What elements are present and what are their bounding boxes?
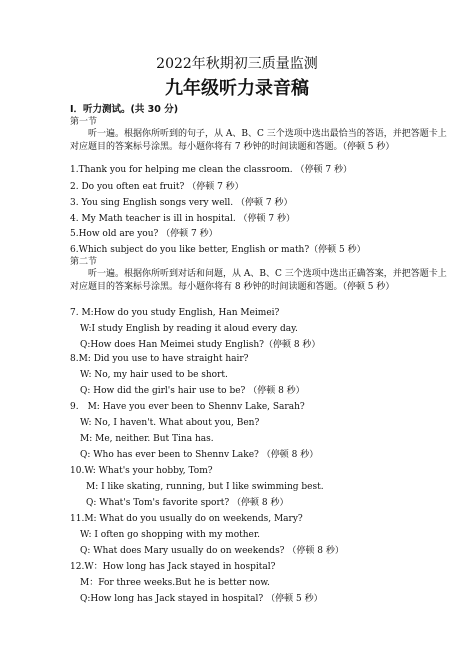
list-item: 6.Which subject do you like better, English or math?（停顿 5 秒） <box>70 245 366 255</box>
dialogue-line: 7. M:How do you study English, Han Meimei? <box>70 308 280 318</box>
dialogue-line: W: I often go shopping with my mother. <box>80 530 261 540</box>
dialogue-line: 12.W：How long has Jack stayed in hospital? <box>70 562 276 572</box>
part-heading: Ⅰ．听力测试。(共 30 分) <box>70 104 179 115</box>
dialogue-line: Q:How long has Jack stayed in hospital? （停顿 5 秒） <box>80 594 323 604</box>
list-item: 5.How old are you? （停顿 7 秒） <box>70 229 218 239</box>
dialogue-line: W: No, I haven't. What about you, Ben? <box>80 418 260 428</box>
list-item: 1.Thank you for helping me clean the classroom. （停顿 7 秒） <box>70 165 352 175</box>
section2-instructions: 听一遍。根据你所听到对话和问题，从 A、B、C 三个选项中选出正确答案，并把答题卡上对应题目的答案标号涂黑。每小题你将有 8 秒钟的时间读题和答题。（停顿 5 秒） <box>70 269 447 292</box>
dialogue-line: 8.M: Did you use to have straight hair? <box>70 354 249 364</box>
dialogue-line: 9. M: Have you ever been to Shennv Lake, Sarah? <box>70 402 305 412</box>
dialogue-line: M: Me, neither. But Tina has. <box>80 434 214 444</box>
dialogue-line: M：For three weeks.But he is better now. <box>80 578 270 588</box>
dialogue-line: W:I study English by reading it aloud every day. <box>80 324 298 334</box>
dialogue-line: 11.M: What do you usually do on weekends, Mary? <box>70 514 303 524</box>
section1-label: 第一节 <box>70 117 98 127</box>
list-item: 4. My Math teacher is ill in hospital. （停顿 7 秒） <box>70 214 295 224</box>
list-item: 3. You sing English songs very well. （停顿 7 秒） <box>70 198 293 208</box>
dialogue-line: Q:How does Han Meimei study English?（停顿 8 秒） <box>80 340 321 350</box>
section2-label: 第二节 <box>70 257 98 267</box>
dialogue-line: 10.W: What's your hobby, Tom? <box>70 466 213 476</box>
exam-title: 2022年秋期初三质量监测 <box>156 56 318 72</box>
dialogue-line: Q: What's Tom's favorite sport? （停顿 8 秒） <box>86 498 289 508</box>
dialogue-line: Q: Who has ever been to Shennv Lake? （停顿 8 秒） <box>80 450 319 460</box>
dialogue-line: Q: What does Mary usually do on weekends? （停顿 8 秒） <box>80 546 344 556</box>
document-title: 九年级听力录音稿 <box>165 78 309 99</box>
section1-instructions: 听一遍。根据你所听到的句子，从 A、B、C 三个选项中选出最恰当的答语，并把答题卡上对应题目的答案标号涂黑。每小题你将有 7 秒钟的时间读题和答题。（停顿 5 秒） <box>70 129 447 152</box>
dialogue-line: M: I like skating, running, but I like swimming best. <box>86 482 324 492</box>
list-item: 2. Do you often eat fruit? （停顿 7 秒） <box>70 182 244 192</box>
dialogue-line: Q: How did the girl's hair use to be? （停顿 8 秒） <box>80 386 305 396</box>
dialogue-line: W: No, my hair used to be short. <box>80 370 228 380</box>
